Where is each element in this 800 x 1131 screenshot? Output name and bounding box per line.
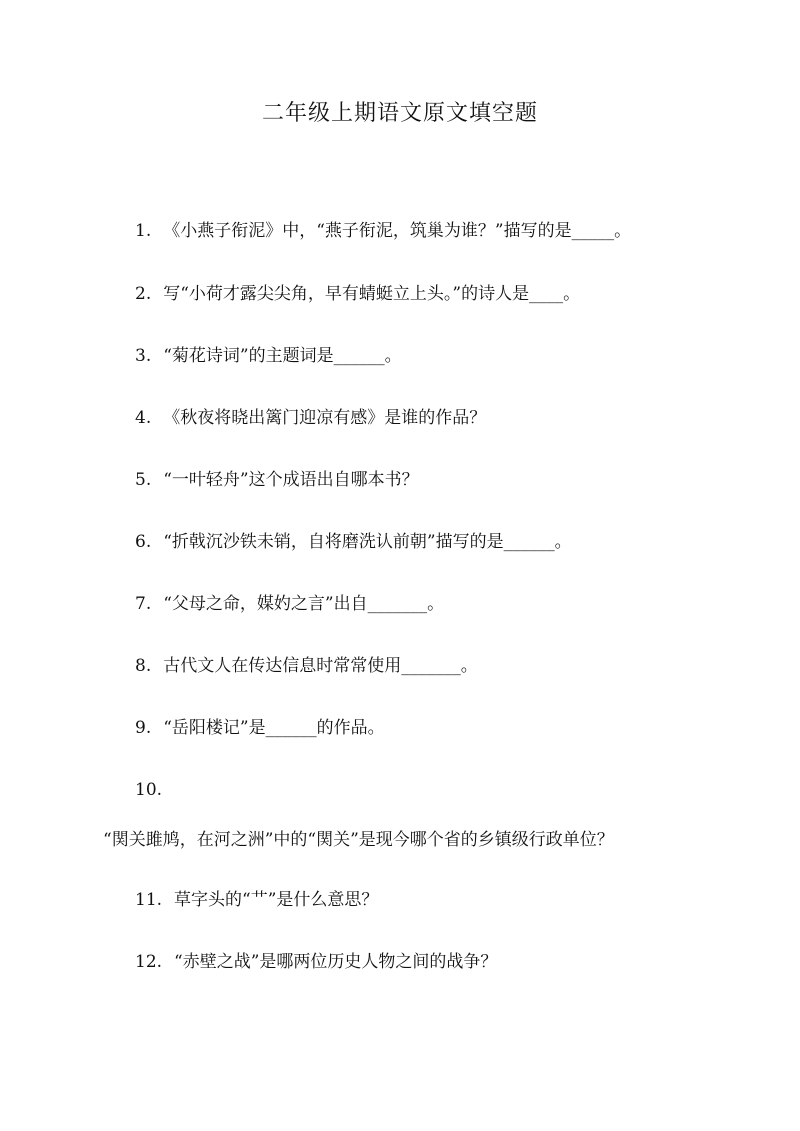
question-item [135,344,402,368]
question-item [135,888,378,912]
question-text: “菊花诗词”的主题词是______。 [163,346,402,366]
question-item [135,282,580,306]
question-number: 3. [135,346,152,366]
question-number: 9. [135,718,152,738]
question-text: “父母之命，媒妁之言”出自_______。 [163,594,445,614]
question-number: 6. [135,532,152,552]
question-number: 10. [135,780,163,800]
question-text: “岳阳楼记”是______的作品。 [163,718,385,738]
question-number: 11. [135,890,163,910]
page-title: 二年级上期语文原文填空题 [261,101,538,126]
question-item [135,950,497,974]
question-item [135,468,419,492]
question-number: 7. [135,594,152,614]
question-text: “一叶轻舟”这个成语出自哪本书？ [163,470,419,490]
question-text: 草字头的“艹”是什么意思？ [174,890,379,910]
question-item [135,654,478,678]
question-number: 4. [135,408,152,428]
question-item [135,592,444,616]
question-number: 1. [135,221,152,241]
question-text: “折戟沉沙铁未销，自将磨洗认前朝”描写的是______。 [163,532,572,552]
question-text: 《小燕子衔泥》中，“燕子衔泥，筑巢为谁？”描写的是_____。 [163,221,632,241]
question-item [135,530,572,554]
question-number: 12. [135,952,163,972]
question-text: 写“小荷才露尖尖角，早有蜻蜓立上头。”的诗人是____。 [163,284,581,304]
question-item [135,778,174,802]
question-item [135,406,486,430]
question-text: 古代文人在传达信息时常常使用_______。 [163,656,478,676]
question-text: “赤壁之战”是哪两位历史人物之间的战争？ [174,952,498,972]
question-text: 《秋夜将晓出篱门迎凉有感》是谁的作品？ [163,408,487,428]
question-number: 8. [135,656,152,676]
question-number: 2. [135,284,152,304]
question-item [135,219,631,243]
question-item [135,716,385,740]
question-number: 5. [135,470,152,490]
question-text-wrapped: “関关雎鸠，在河之洲”中的“関关”是现今哪个省的乡镇级行政单位？ [103,830,614,850]
